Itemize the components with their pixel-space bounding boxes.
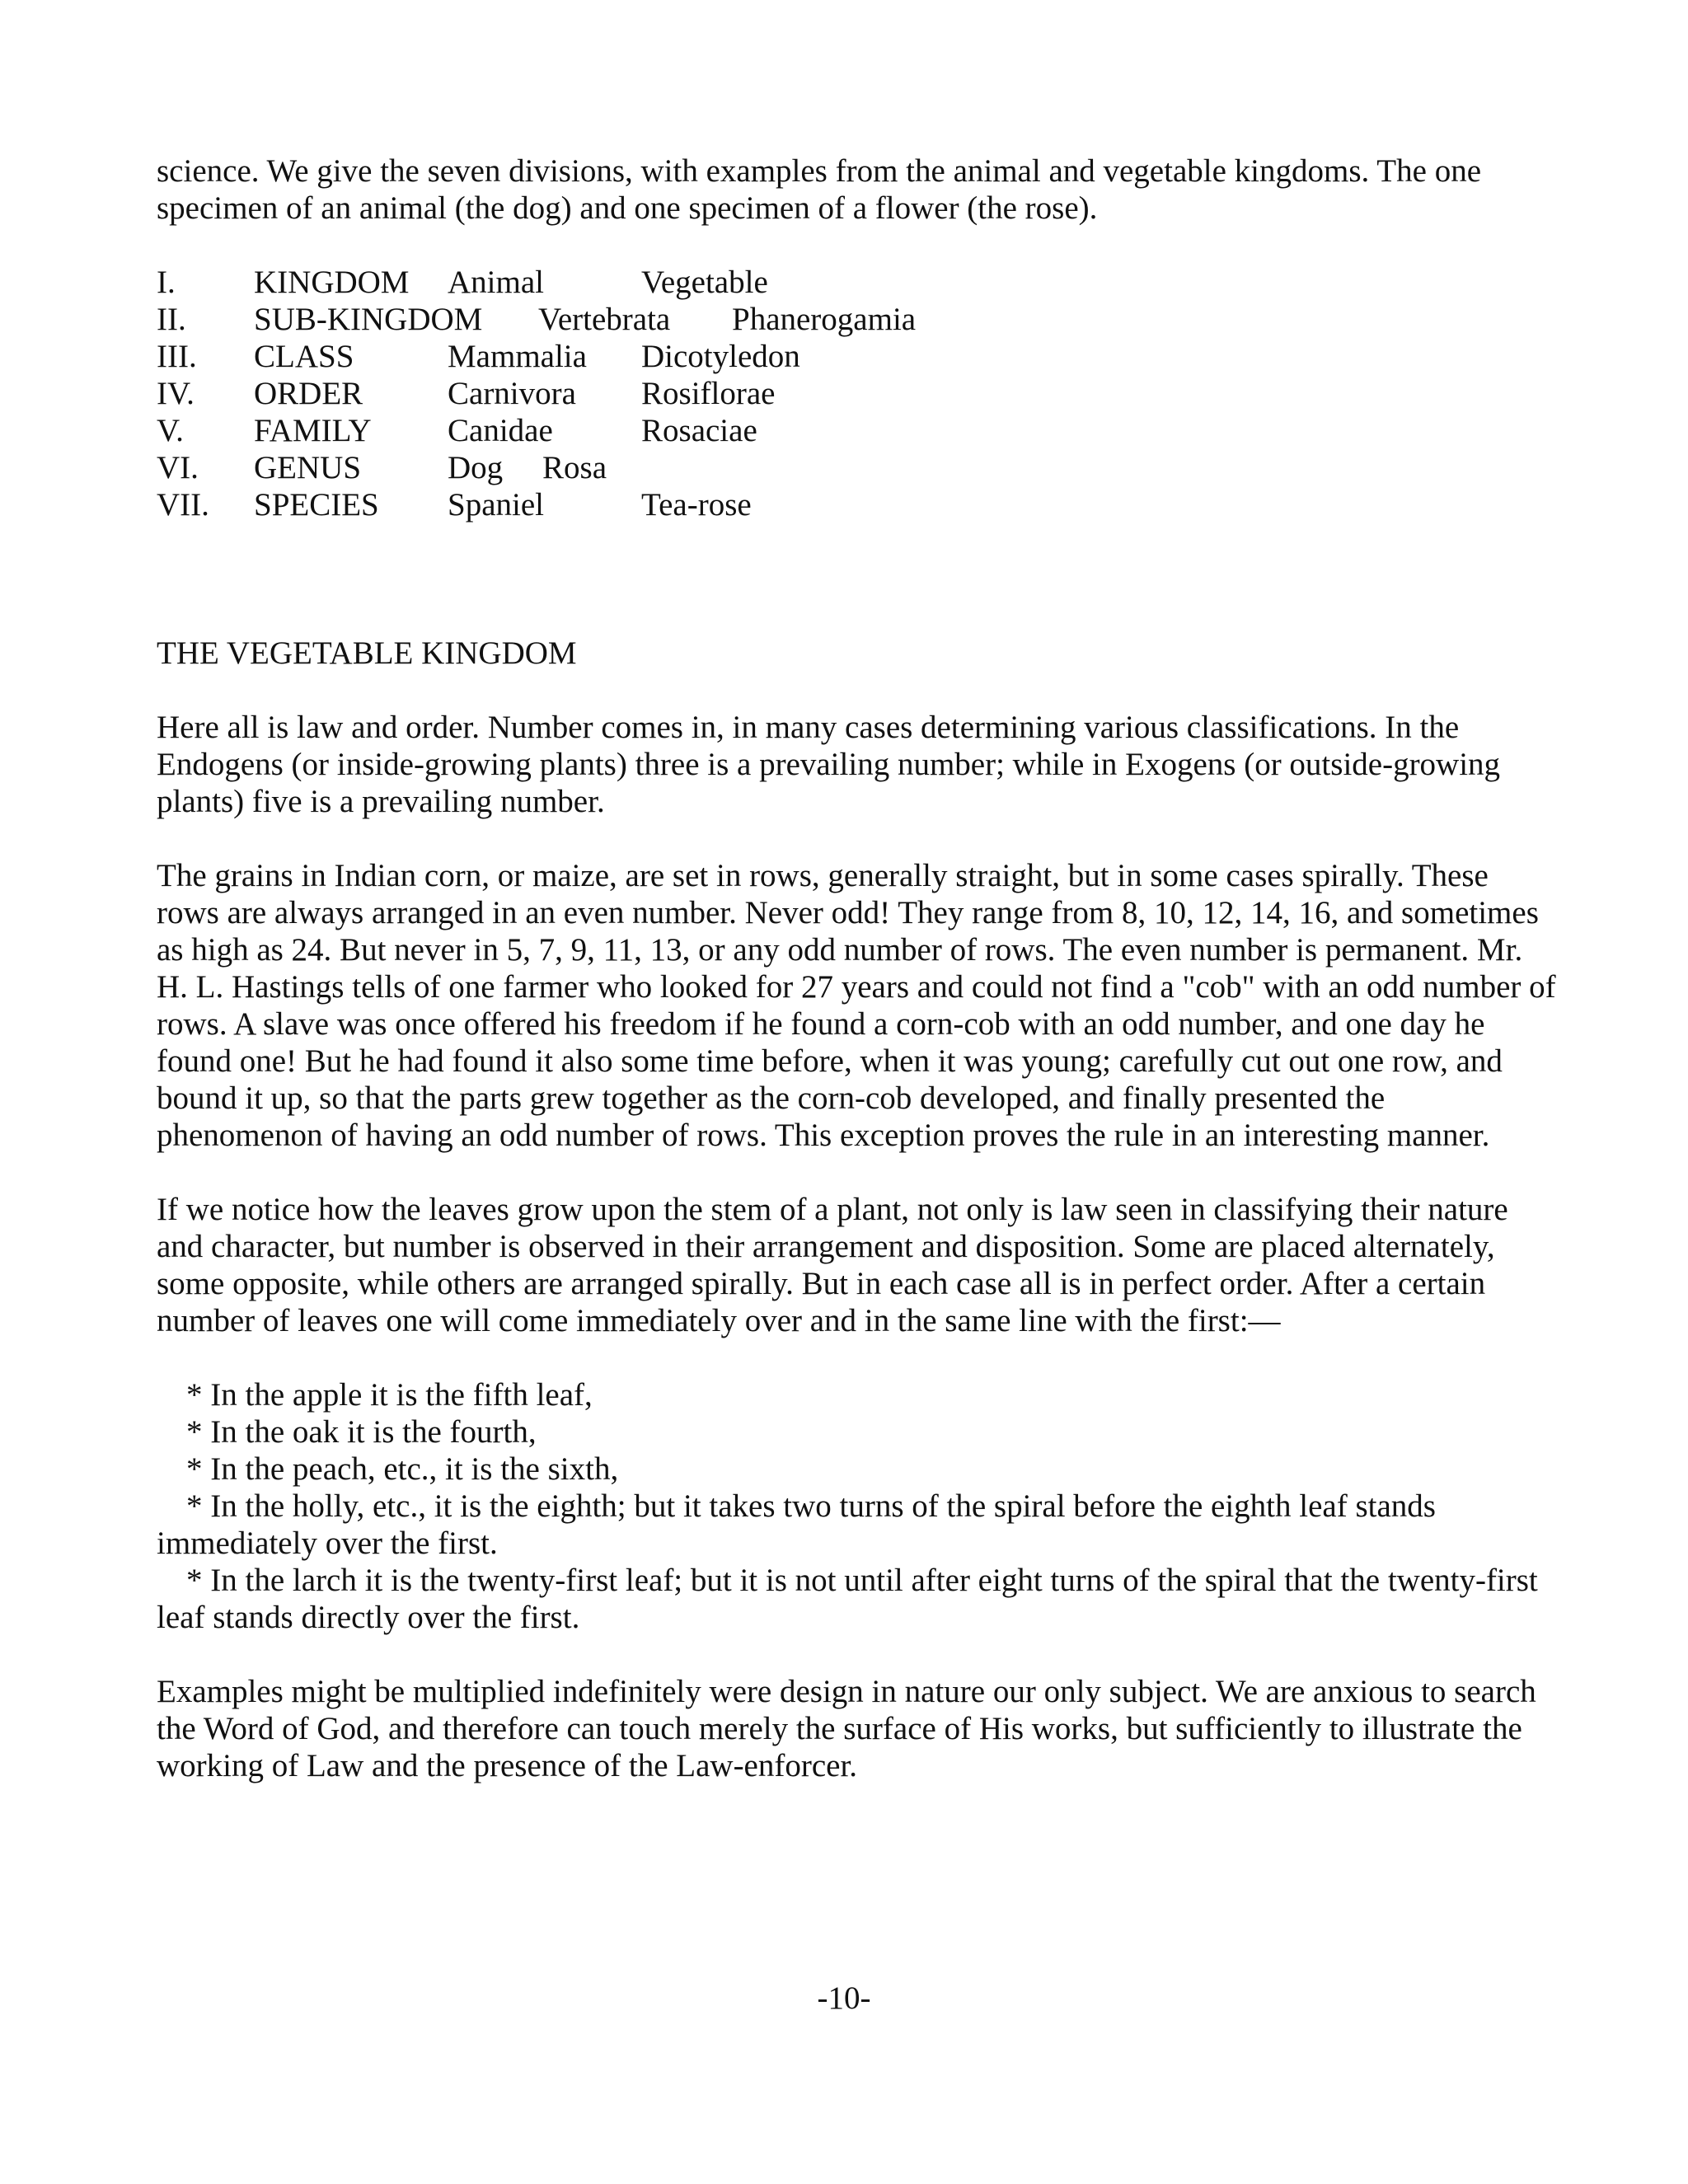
- rank-number: II.: [157, 302, 186, 337]
- rank-name: KINGDOM: [254, 265, 410, 300]
- vegetable-example: Dicotyledon: [641, 339, 800, 374]
- rank-number: VII.: [157, 487, 209, 523]
- animal-example: Carnivora: [448, 376, 576, 411]
- vegetable-example: Rosaciae: [641, 413, 757, 448]
- rank-name: SUB-KINGDOM: [254, 302, 483, 337]
- page-number: -10-: [817, 1980, 871, 2016]
- table-row: [157, 338, 981, 375]
- rank-name: SPECIES: [254, 487, 379, 523]
- animal-example: Canidae: [448, 413, 553, 448]
- body-paragraph: The grains in Indian corn, or maize, are set in rows, generally straight, but in some cases spirally. These rows are always arranged in an even number. Never odd! They range from 8, 10, 12, 14, 16, and sometimes as high as 24. But never in 5, 7, 9, 11, 13, or any odd number of rows. The even number is permanent. Mr. H. L. Hastings tells of one farmer who looked for 27 years and could not find a "cob" with an odd number of rows. A slave was once offered his freedom if he found a corn-cob with an odd number, and one day he found one! But he had found it also some time before, when it was young; carefully cut out one row, and bound it up, so that the parts grew together as the corn-cob developed, and finally presented the phenomenon of having an odd number of rows. This exception proves the rule in an interesting manner.: [157, 858, 1556, 1153]
- animal-example: Mammalia: [448, 339, 587, 374]
- animal-example: Animal: [448, 265, 544, 300]
- classification-table: [157, 264, 981, 523]
- vegetable-example: Vegetable: [641, 265, 768, 300]
- rank-name: CLASS: [254, 339, 354, 374]
- table-row: [157, 375, 981, 412]
- table-row: [157, 264, 981, 301]
- vegetable-example: Tea-rose: [641, 487, 752, 523]
- rank-number: IV.: [157, 376, 195, 411]
- animal-example: Vertebrata: [538, 302, 671, 337]
- rank-number: III.: [157, 339, 197, 374]
- list-item: * In the larch it is the twenty-first leaf; but it is not until after eight turns of the spiral that the twenty-first leaf stands directly over the first.: [157, 1563, 1538, 1635]
- rank-name: ORDER: [254, 376, 363, 411]
- vegetable-example: Rosiflorae: [641, 376, 776, 411]
- vegetable-example: Rosa: [542, 450, 607, 485]
- rank-number: VI.: [157, 450, 199, 485]
- list-item: * In the holly, etc., it is the eighth; but it takes two turns of the spiral before the eighth leaf stands immediately over the first.: [157, 1488, 1436, 1561]
- rank-name: FAMILY: [254, 413, 372, 448]
- rank-name: GENUS: [254, 450, 362, 485]
- animal-example: Spaniel: [448, 487, 544, 523]
- leaf-arrangement-list: [157, 1376, 1558, 1636]
- document-page: [157, 152, 1558, 1821]
- vegetable-example: Phanerogamia: [732, 302, 917, 337]
- table-row: [157, 301, 981, 338]
- list-item: * In the oak it is the fourth,: [186, 1414, 537, 1450]
- body-paragraph: Here all is law and order. Number comes in, in many cases determining various classifications. In the Endogens (or inside-growing plants) three is a prevailing number; while in Exogens (or outside-growing plants) five is a prevailing number.: [157, 710, 1501, 819]
- table-row: [157, 412, 981, 449]
- list-item: * In the apple it is the fifth leaf,: [186, 1377, 593, 1413]
- body-paragraph: If we notice how the leaves grow upon the stem of a plant, not only is law seen in classifying their nature and character, but number is observed in their arrangement and disposition. Some are placed alternately, some opposite, while others are arranged spirally. But in each case all is in perfect order. After a certain number of leaves one will come immediately over and in the same line with the first:—: [157, 1192, 1508, 1338]
- list-item: * In the peach, etc., it is the sixth,: [186, 1451, 619, 1487]
- closing-paragraph: Examples might be multiplied indefinitely were design in nature our only subject. We are anxious to search the Word of God, and therefore can touch merely the surface of His works, but sufficiently to illustrate the working of Law and the presence of the Law-enforcer.: [157, 1674, 1536, 1783]
- rank-number: V.: [157, 413, 184, 448]
- table-row: [157, 486, 981, 523]
- intro-paragraph: science. We give the seven divisions, with examples from the animal and vegetable kingdoms. The one specimen of an animal (the dog) and one specimen of a flower (the rose).: [157, 153, 1481, 226]
- animal-example: Dog: [448, 450, 504, 485]
- section-heading: THE VEGETABLE KINGDOM: [157, 635, 577, 671]
- rank-number: I.: [157, 265, 176, 300]
- table-row: [157, 449, 981, 486]
